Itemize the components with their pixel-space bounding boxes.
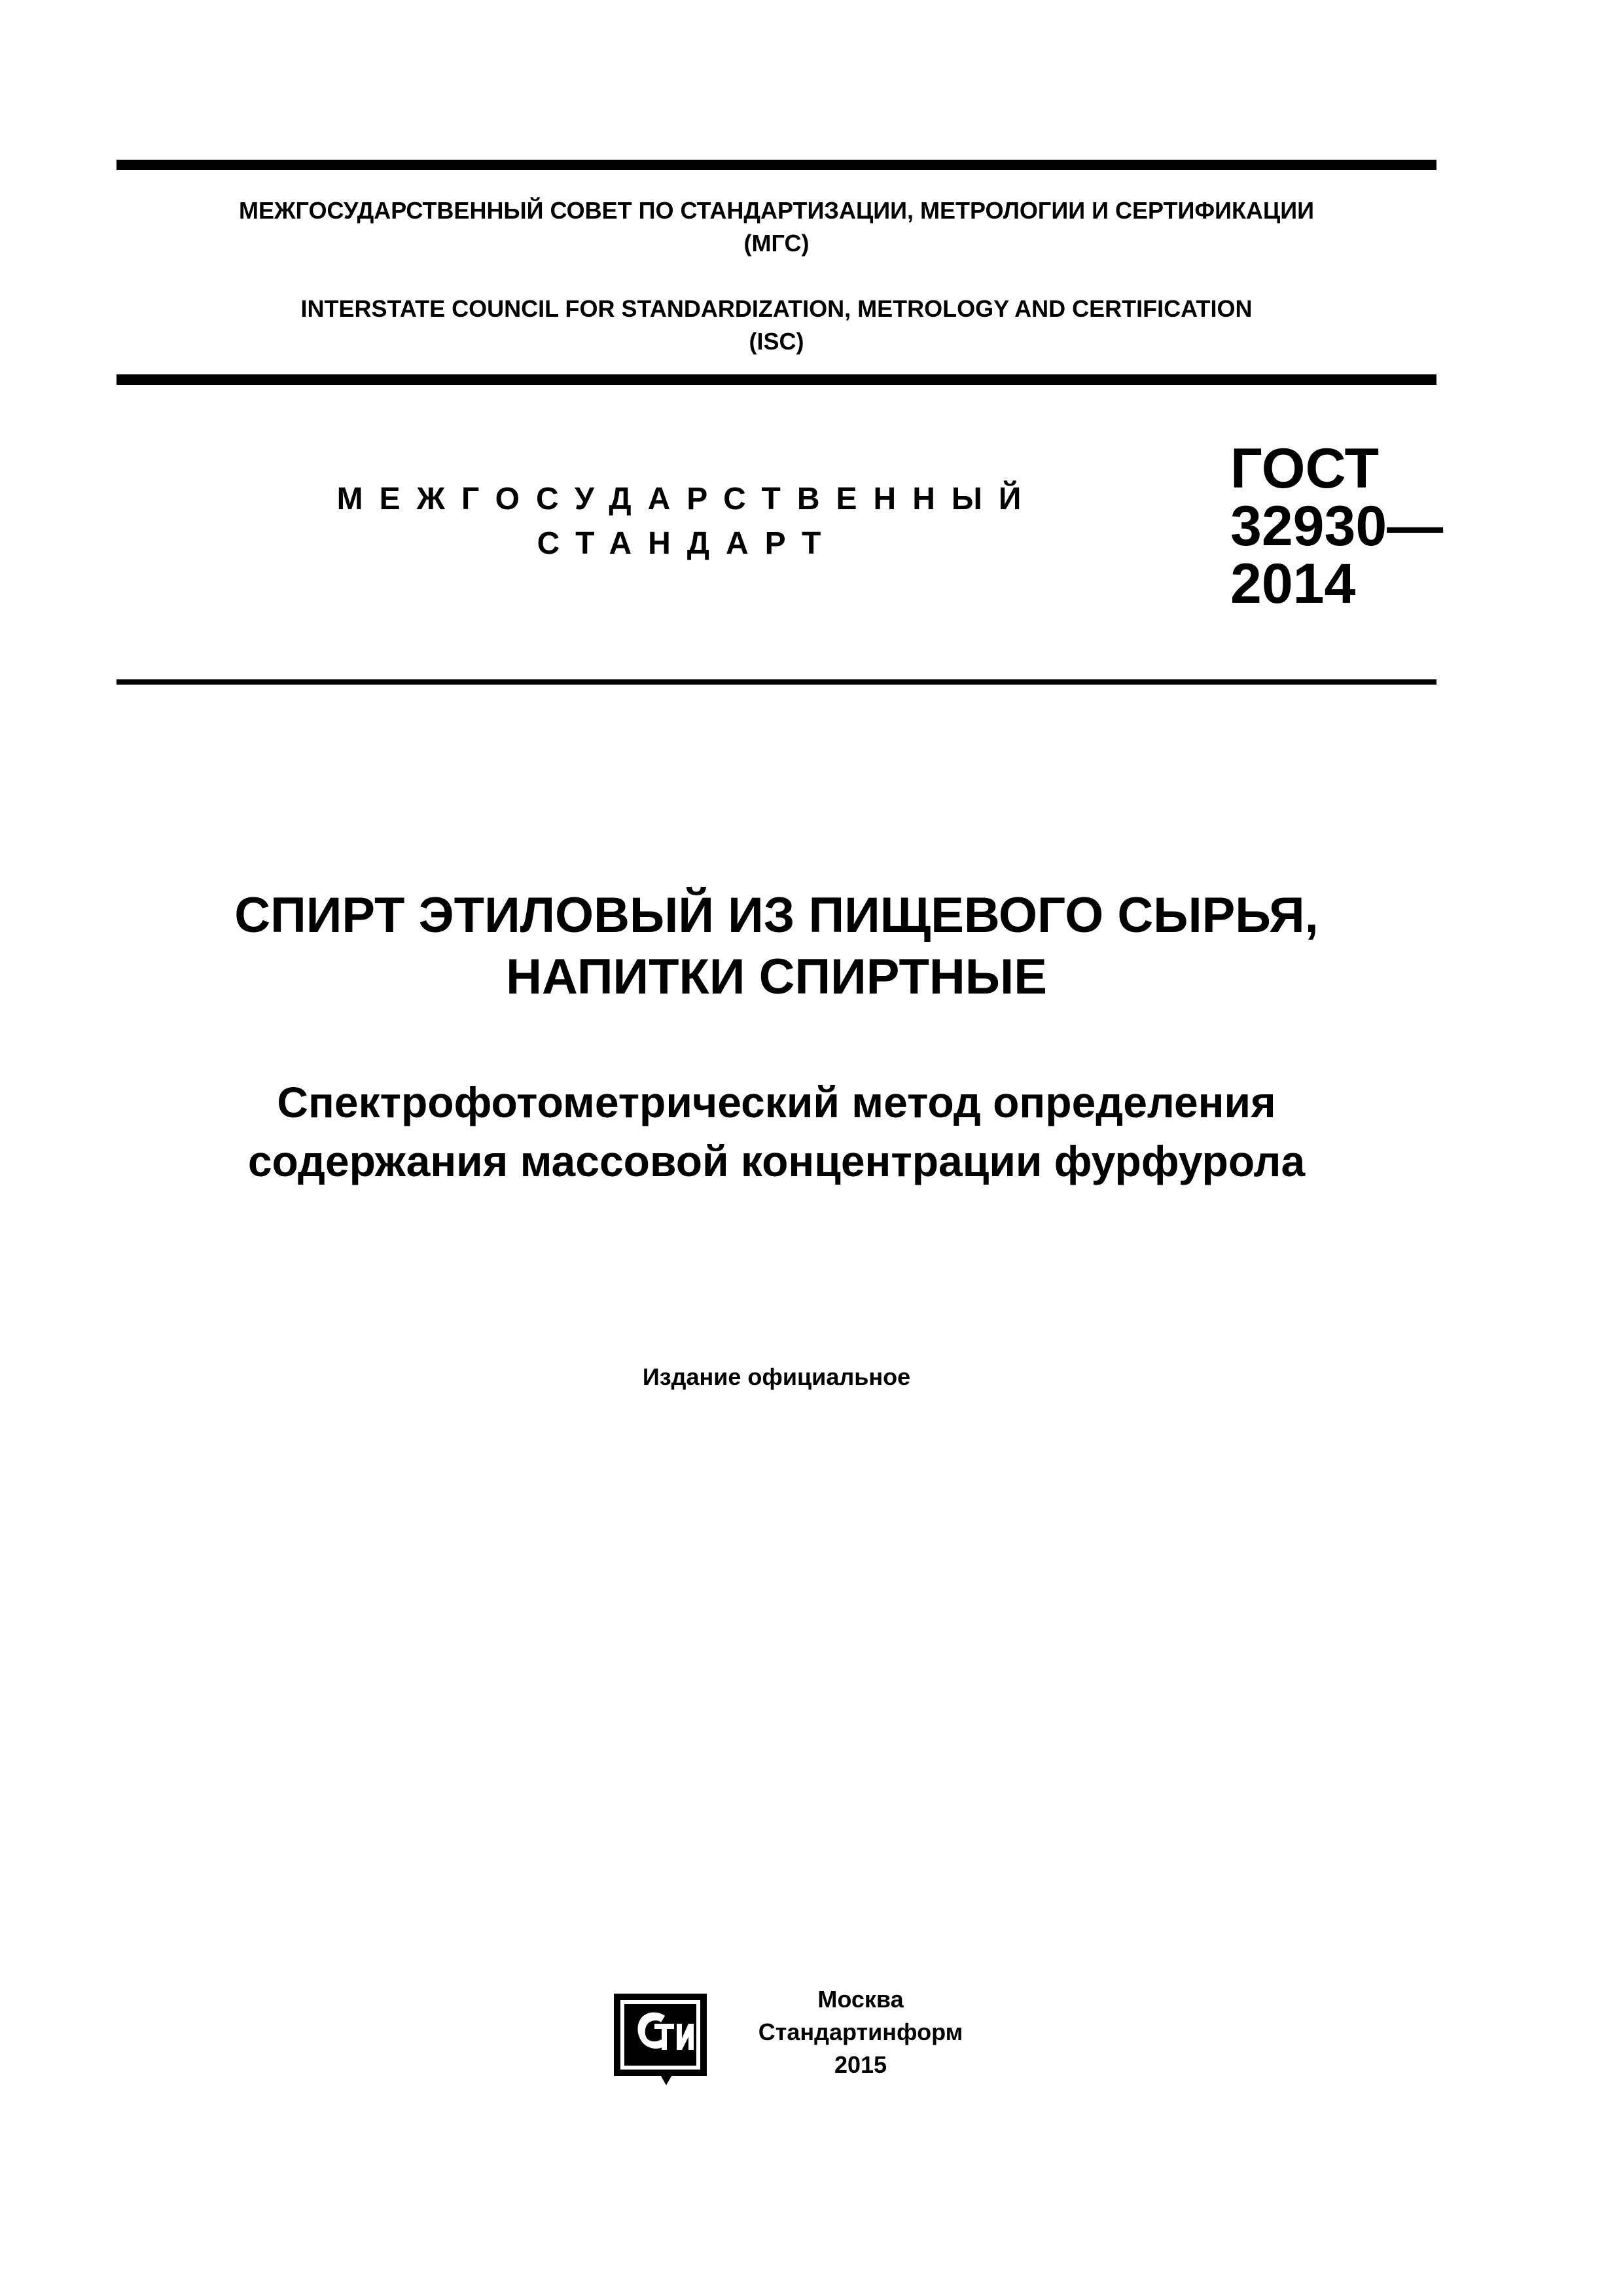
standartinform-logo-icon [609, 1990, 715, 2088]
document-subtitle-line2: содержания массовой концентрации фурфурола [247, 1137, 1306, 1185]
council-name-ru: МЕЖГОСУДАРСТВЕННЫЙ СОВЕТ ПО СТАНДАРТИЗАЦИИ, МЕТРОЛОГИИ И СЕРТИФИКАЦИИ [239, 197, 1314, 224]
standard-type-line2: СТАНДАРТ [537, 526, 838, 561]
gost-year: 2014 [1230, 552, 1356, 615]
council-name-en: INTERSTATE COUNCIL FOR STANDARDIZATION, METROLOGY AND CERTIFICATION [300, 295, 1253, 322]
document-subtitle-line1: Спектрофотометрический метод определения [277, 1078, 1276, 1126]
publisher-year: 2015 [834, 2051, 887, 2078]
standard-type-line1: МЕЖГОСУДАРСТВЕННЫЙ [336, 482, 1038, 516]
document-title-line1: СПИРТ ЭТИЛОВЫЙ ИЗ ПИЩЕВОГО СЫРЬЯ, [234, 888, 1319, 943]
second-thick-rule [116, 374, 1436, 385]
edition-label: Издание официальное [642, 1363, 911, 1390]
publisher-city: Москва [817, 1986, 904, 2013]
top-thick-rule [116, 160, 1436, 170]
publisher-name: Стандартинформ [758, 2018, 963, 2045]
council-abbr-ru: (МГС) [743, 230, 810, 257]
gost-prefix: ГОСТ [1230, 437, 1380, 500]
gost-number: 32930— [1230, 495, 1444, 558]
header-bottom-rule [116, 679, 1436, 685]
document-title-line2: НАПИТКИ СПИРТНЫЕ [506, 949, 1047, 1005]
council-abbr-en: (ISC) [749, 328, 804, 355]
